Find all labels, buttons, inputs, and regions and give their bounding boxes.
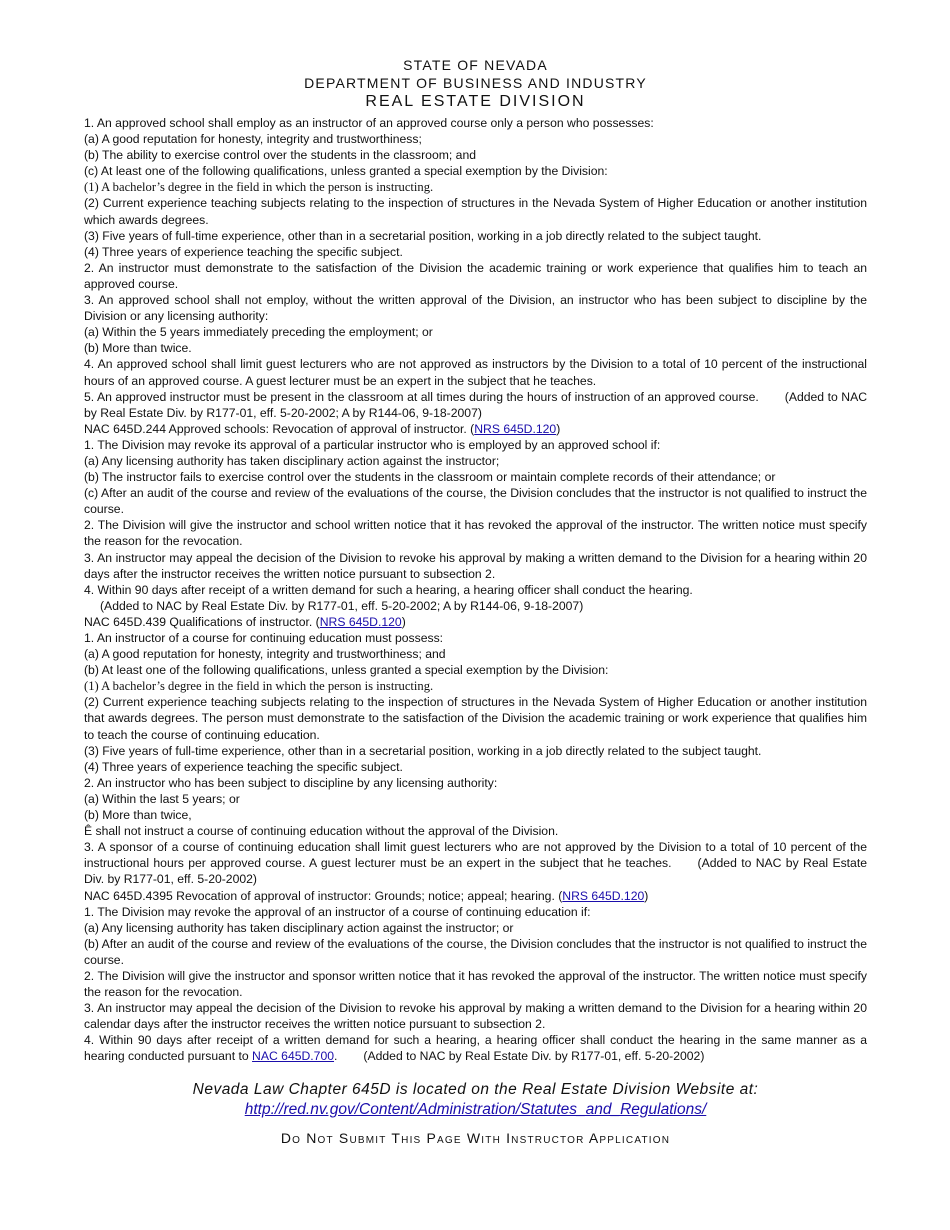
- paragraph: 1. The Division may revoke the approval of an instructor of a course of continuing education if:: [84, 904, 591, 919]
- history-note: (Added to NAC by Real Estate Div. by R177-01, eff. 5-20-2002): [84, 856, 867, 887]
- paragraph: [84, 839, 867, 887]
- paragraph: (4) Three years of experience teaching the specific subject.: [84, 244, 403, 259]
- nac-645d700-link[interactable]: NAC 645D.700: [252, 1049, 335, 1064]
- paragraph: 2. An instructor must demonstrate to the satisfaction of the Division the academic training or work experience that qualifies him to teach an approved course.: [84, 260, 867, 291]
- paragraph-text: 4. Within 90 days after receipt of a written demand for such a hearing, a hearing officer shall conduct the hearing in the same manner as a hearing conducted pursuant to: [84, 1033, 867, 1064]
- paragraph: 1. An instructor of a course for continuing education must possess:: [84, 631, 444, 645]
- paragraph: Ê shall not instruct a course of continuing education without the approval of the Division.: [84, 824, 559, 839]
- paragraph: [84, 389, 867, 421]
- nrs-645d120-link[interactable]: NRS 645D.120: [562, 888, 645, 903]
- statutes-website-link[interactable]: http://red.nv.gov/Content/Administration/Statutes_and_Regulations/: [244, 1101, 707, 1118]
- section-title: NAC 645D.439 Qualifications of instructor. (: [84, 614, 320, 629]
- paragraph: 4. An approved school shall limit guest lecturers who are not approved as instructors by the Division to a total of 10 percent of the instructional hours of an approved course. A guest lecturer must be an expert in the subject that he teaches.: [84, 357, 867, 388]
- paragraph: (b) At least one of the following qualifications, unless granted a special exemption by the Division:: [84, 663, 609, 678]
- section-title-close: ): [401, 614, 406, 629]
- paragraph: (a) A good reputation for honesty, integrity and trustworthiness;: [84, 132, 422, 147]
- document-page: [84, 56, 867, 1065]
- paragraph: 3. An instructor may appeal the decision of the Division to revoke his approval by making a written demand to the Division for a hearing within 20 days after the instructor receives the written notice pursuant to subsection 2.: [84, 550, 867, 581]
- header-state: STATE OF NEVADA: [403, 57, 548, 73]
- paragraph: (1) A bachelor’s degree in the field in which the person is instructing.: [84, 679, 434, 694]
- paragraph: 2. The Division will give the instructor and school written notice that it has revoked the approval of the instructor. The written notice must specify the reason for the revocation.: [84, 518, 867, 549]
- document-footer: [84, 1080, 867, 1146]
- paragraph-text: 5. An approved instructor must be present in the classroom at all times during the hours of instruction of an approved course.: [84, 389, 759, 404]
- paragraph-text: 3. A sponsor of a course of continuing education shall limit guest lecturers who are not approved by the Division to a total of 10 percent of the instructional hours per approved course. A guest lecturer must be an expert in the subject that he teaches.: [84, 840, 867, 871]
- section-title: NAC 645D.244 Approved schools: Revocation of approval of instructor. (: [84, 421, 475, 436]
- history-note: (Added to NAC by Real Estate Div. by R177-01, eff. 5-20-2002): [363, 1049, 705, 1064]
- section-title-close: ): [556, 421, 561, 436]
- nrs-645d120-link[interactable]: NRS 645D.120: [319, 614, 402, 629]
- paragraph: (b) The instructor fails to exercise control over the students in the classroom or maintain complete records of their attendance; or: [84, 470, 776, 485]
- paragraph: 1. The Division may revoke its approval of a particular instructor who is employed by an approved school if:: [84, 437, 661, 452]
- paragraph: (2) Current experience teaching subjects relating to the inspection of structures in the Nevada System of Higher Education or another institution that awards degrees. The person must demonstrate to the satisfaction of the Division the academic training or work experience that qualifies him to teach the course of continuing education.: [84, 695, 867, 742]
- section-title-close: ): [644, 888, 649, 903]
- section-title: NAC 645D.4395 Revocation of approval of instructor: Grounds; notice; appeal; hearing. (: [84, 888, 563, 903]
- footer-url-line: [84, 1100, 867, 1120]
- paragraph: (a) Within the last 5 years; or: [84, 791, 240, 806]
- paragraph: (b) After an audit of the course and review of the evaluations of the course, the Division concludes that the instructor is not qualified to instruct the course.: [84, 936, 867, 967]
- paragraph: (b) More than twice.: [84, 341, 192, 356]
- paragraph: (c) At least one of the following qualifications, unless granted a special exemption by the Division:: [84, 164, 608, 179]
- paragraph: [84, 1032, 867, 1064]
- paragraph: (a) Within the 5 years immediately preceding the employment; or: [84, 325, 433, 340]
- history-note: (Added to NAC by Real Estate Div. by R177-01, eff. 5-20-2002; A by R144-06, 9-18-2007): [84, 389, 867, 420]
- paragraph-text: .: [334, 1049, 338, 1064]
- paragraph: (3) Five years of full-time experience, other than in a secretarial position, working in a job directly related to the subject taught.: [84, 743, 762, 758]
- paragraph: 1. An approved school shall employ as an instructor of an approved course only a person who possesses:: [84, 116, 654, 130]
- nrs-645d120-link[interactable]: NRS 645D.120: [474, 421, 557, 436]
- paragraph: (c) After an audit of the course and review of the evaluations of the course, the Division concludes that the instructor is not qualified to instruct the course.: [84, 486, 867, 517]
- header-division: REAL ESTATE DIVISION: [365, 93, 586, 110]
- section-heading-645d439: [84, 614, 867, 630]
- paragraph: (b) The ability to exercise control over the students in the classroom; and: [84, 148, 476, 163]
- paragraph: (b) More than twice,: [84, 808, 192, 823]
- section-heading-645d244: [84, 421, 867, 437]
- paragraph: 3. An instructor may appeal the decision of the Division to revoke his approval by making a written demand to the Division for a hearing within 20 calendar days after the instructor receives the written notice pursuant to subsection 2.: [84, 1001, 867, 1032]
- paragraph: 4. Within 90 days after receipt of a written demand for such a hearing, a hearing officer shall conduct the hearing.: [84, 582, 693, 597]
- footer-chapter-note: Nevada Law Chapter 645D is located on the Real Estate Division Website at:: [192, 1081, 759, 1098]
- header-department: DEPARTMENT OF BUSINESS AND INDUSTRY: [304, 75, 647, 91]
- section-heading-645d4395: [84, 888, 867, 904]
- submission-notice: Do Not Submit This Page With Instructor Application: [280, 1130, 671, 1146]
- paragraph: (3) Five years of full-time experience, other than in a secretarial position, working in a job directly related to the subject taught.: [84, 228, 762, 243]
- paragraph: 2. An instructor who has been subject to discipline by any licensing authority:: [84, 775, 498, 790]
- document-header: [84, 56, 867, 112]
- regulation-text: [84, 115, 867, 1065]
- paragraph: (1) A bachelor’s degree in the field in which the person is instructing.: [84, 180, 434, 195]
- paragraph: (4) Three years of experience teaching the specific subject.: [84, 759, 403, 774]
- paragraph: (a) Any licensing authority has taken disciplinary action against the instructor;: [84, 453, 500, 468]
- history-note: (Added to NAC by Real Estate Div. by R177-01, eff. 5-20-2002; A by R144-06, 9-18-2007): [100, 598, 584, 613]
- paragraph: (a) Any licensing authority has taken disciplinary action against the instructor; or: [84, 920, 514, 935]
- paragraph: (2) Current experience teaching subjects relating to the inspection of structures in the Nevada System of Higher Education or another institution which awards degrees.: [84, 196, 867, 227]
- paragraph: (a) A good reputation for honesty, integrity and trustworthiness; and: [84, 647, 446, 662]
- paragraph: 2. The Division will give the instructor and sponsor written notice that it has revoked the approval of the instructor. The written notice must specify the reason for the revocation.: [84, 968, 867, 1000]
- paragraph: 3. An approved school shall not employ, without the written approval of the Division, an instructor who has been subject to discipline by the Division or any licensing authority:: [84, 293, 867, 324]
